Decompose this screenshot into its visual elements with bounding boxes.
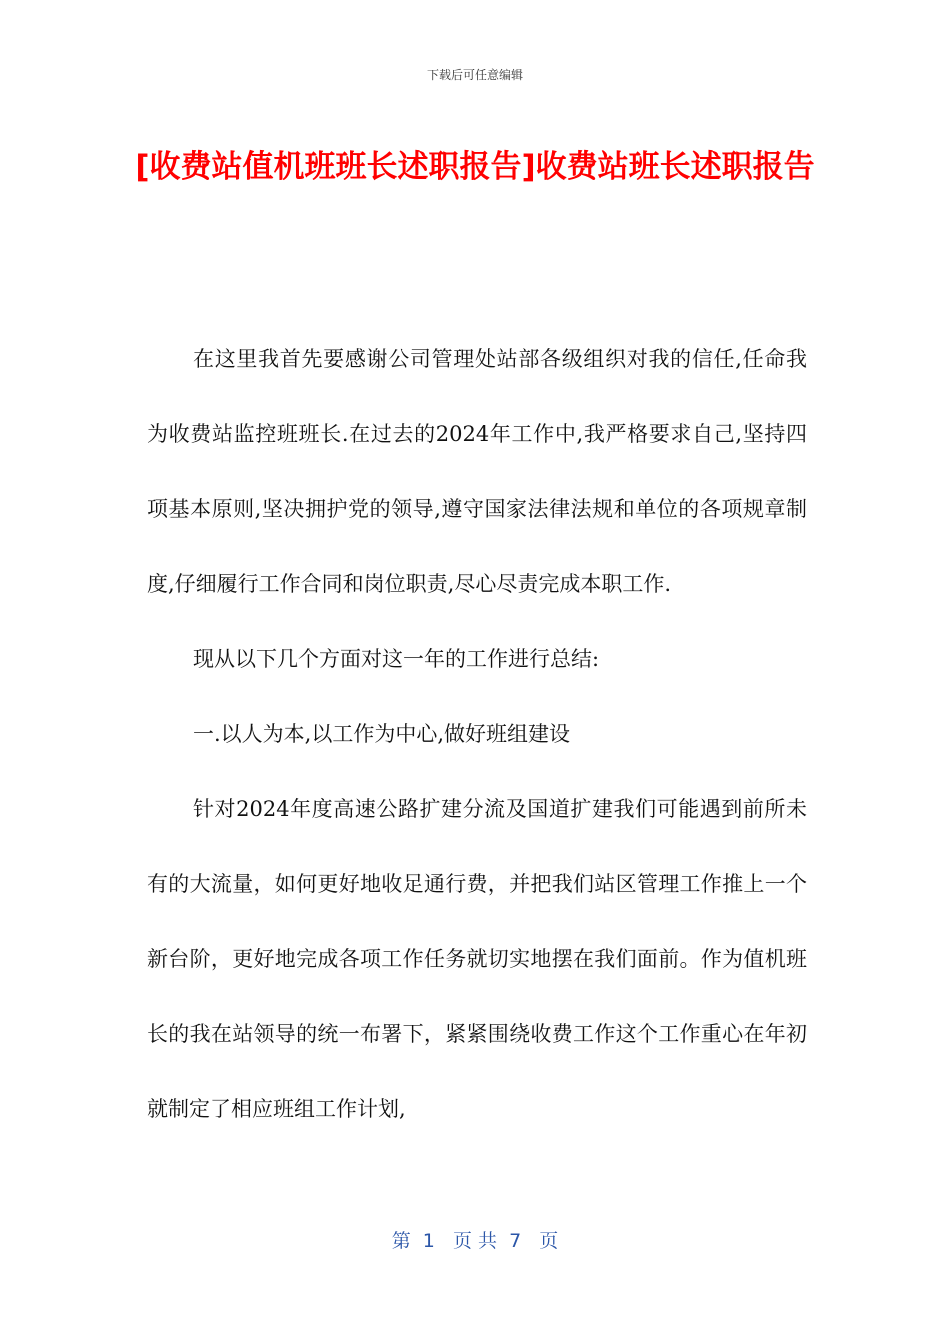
document-body xyxy=(147,322,807,1147)
header-note: 下载后可任意编辑 xyxy=(426,68,523,82)
paragraph-section-1: 针对2024年度高速公路扩建分流及国道扩建我们可能遇到前所未有的大流量，如何更好地收足通行费，并把我们站区管理工作推上一个新台阶，更好地完成各项工作任务就切实地摆在我们面前。作为值机班长的我在站领导的统一布署下，紧紧围绕收费工作这个工作重心在年初就制定了相应班组工作计划, xyxy=(147,797,807,1121)
paragraph-summary-lead: 现从以下几个方面对这一年的工作进行总结: xyxy=(193,647,600,671)
document-title: [收费站值机班班长述职报告]收费站班长述职报告 xyxy=(135,149,815,185)
section-heading-1: 一.以人为本,以工作为中心,做好班组建设 xyxy=(193,722,571,746)
paragraph-intro: 在这里我首先要感谢公司管理处站部各级组织对我的信任,任命我为收费站监控班班长.在过去的2024年工作中,我严格要求自己,坚持四项基本原则,坚决拥护党的领导,遵守国家法律法规和单位的各项规章制度,仔细履行工作合同和岗位职责,尽心尽责完成本职工作. xyxy=(147,347,807,596)
page-footer: 第 1 页 共 7 页 xyxy=(391,1230,559,1252)
